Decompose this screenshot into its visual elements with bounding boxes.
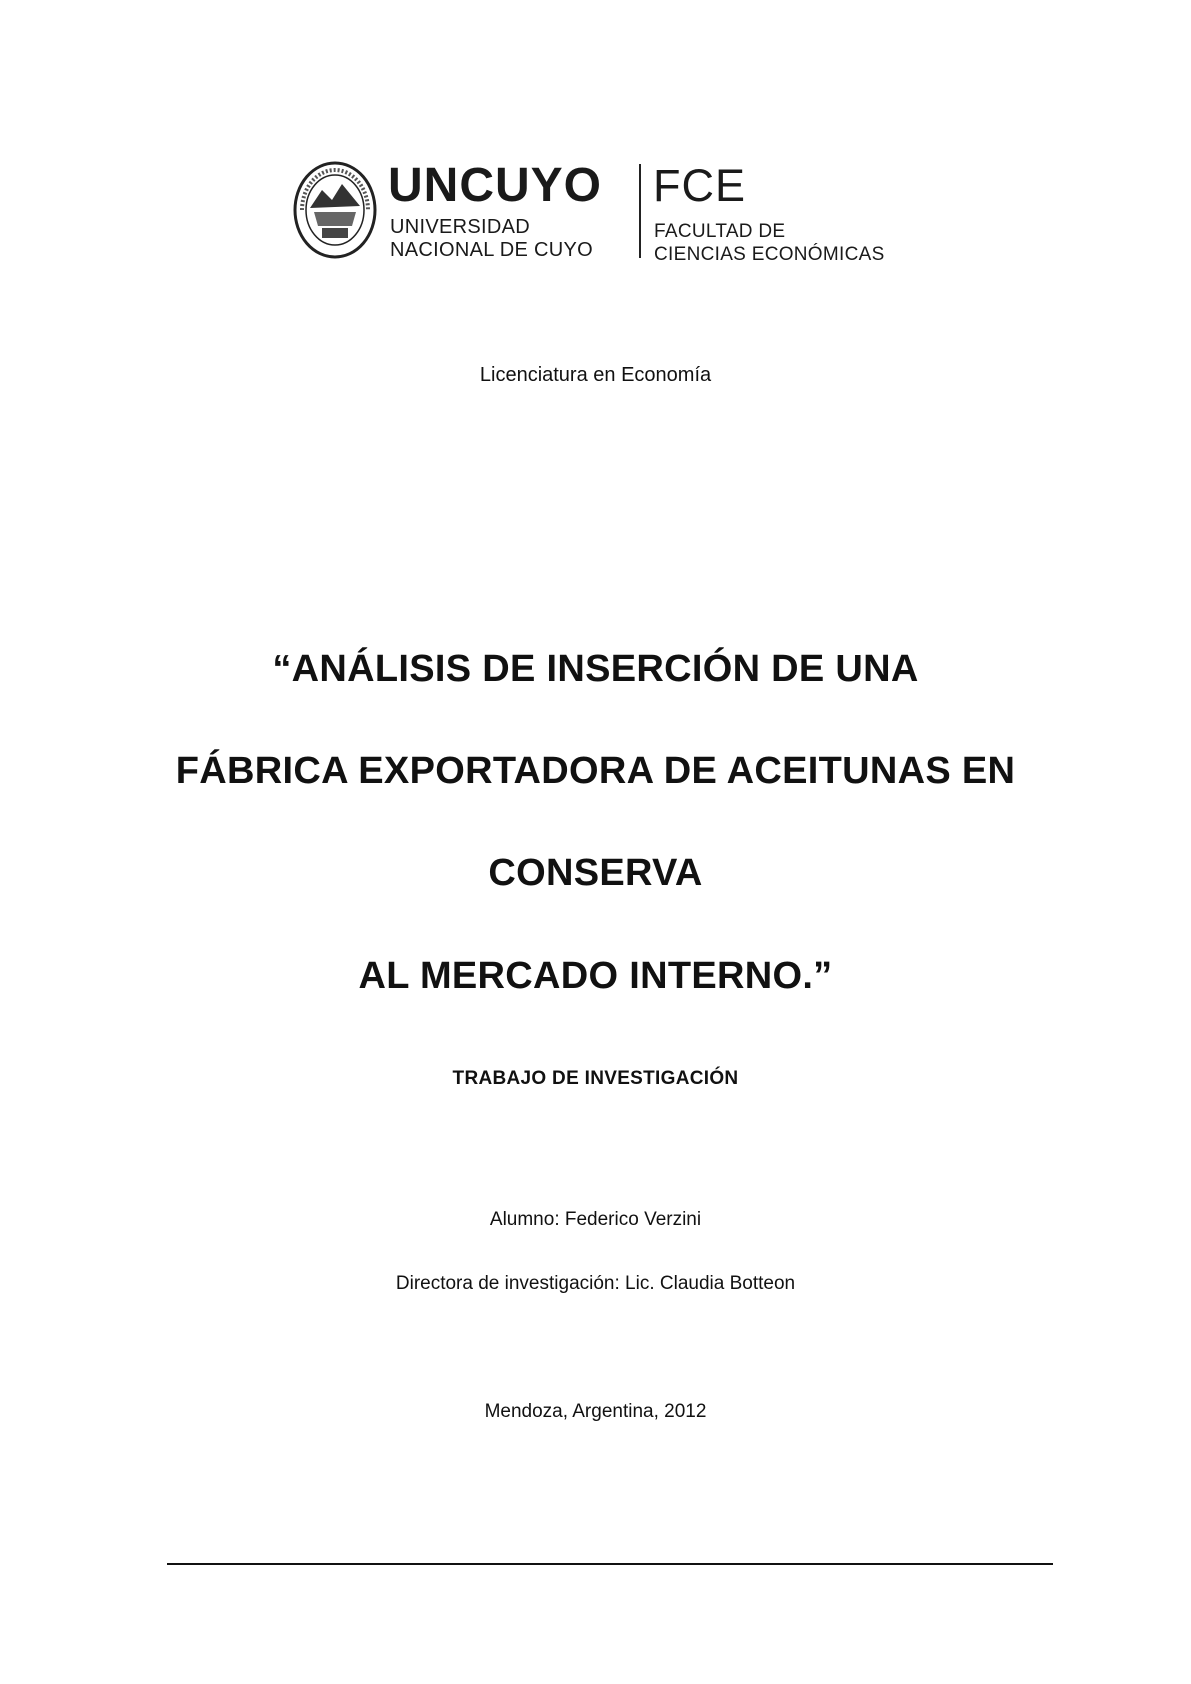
fce-fullname: [654, 220, 885, 266]
director-name: Directora de investigación: Lic. Claudia Botteon: [395, 1273, 796, 1294]
fce-wordmark: FCE: [653, 160, 746, 211]
place-and-date: Mendoza, Argentina, 2012: [484, 1401, 707, 1422]
title-line-3: CONSERVA: [488, 852, 703, 894]
uncuyo-fullname: [390, 216, 593, 262]
footer-rule: [167, 1563, 1053, 1565]
title-line-2: FÁBRICA EXPORTADORA DE ACEITUNAS EN: [175, 750, 1016, 792]
uncuyo-wordmark: UNCUYO: [388, 159, 603, 212]
title-line-4: AL MERCADO INTERNO.”: [358, 955, 833, 997]
title-line-1: “ANÁLISIS DE INSERCIÓN DE UNA: [272, 648, 919, 690]
university-logo: [292, 158, 912, 268]
fce-line-1: FACULTAD DE: [654, 221, 786, 242]
university-seal-icon: [292, 160, 378, 260]
uncuyo-line-2: NACIONAL DE CUYO: [390, 239, 593, 261]
logo-divider: [639, 164, 641, 258]
uncuyo-line-1: UNIVERSIDAD: [390, 216, 530, 238]
student-name: Alumno: Federico Verzini: [489, 1209, 702, 1230]
fce-line-2: CIENCIAS ECONÓMICAS: [654, 244, 885, 265]
degree-name: Licenciatura en Economía: [479, 364, 712, 386]
work-type: TRABAJO DE INVESTIGACIÓN: [452, 1068, 739, 1089]
